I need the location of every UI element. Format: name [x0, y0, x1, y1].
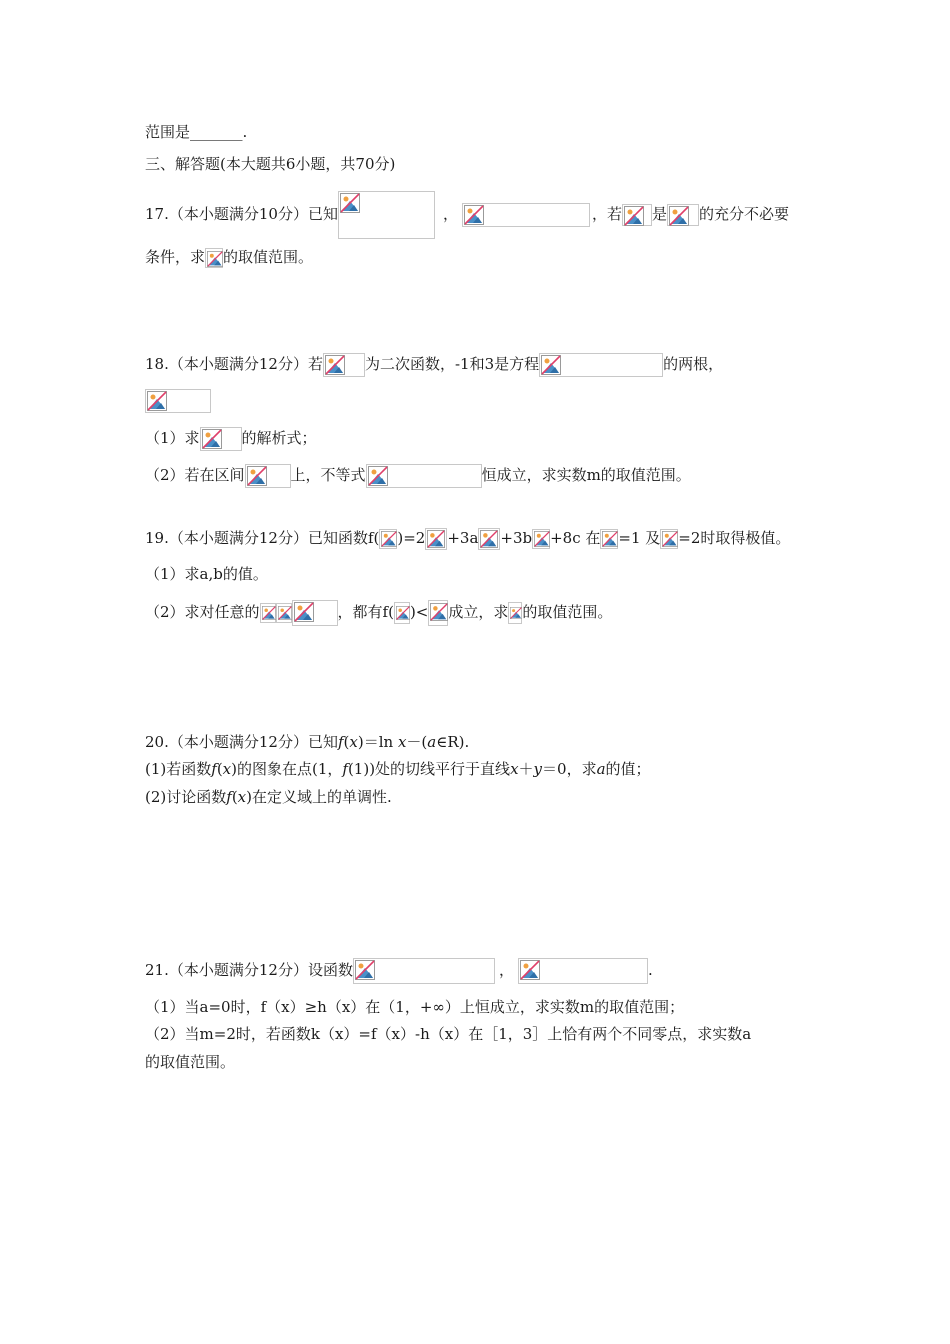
q19-t5: =1 及 [618, 529, 661, 547]
q21-prefix: 21.（本小题满分12分）设函数 [145, 961, 353, 979]
q18-p1a: （1）求 [145, 429, 200, 447]
q17-is: 是 [651, 205, 667, 223]
q21-p2b: 的取值范围。 [145, 1053, 236, 1071]
q18-p2c: 恒成立，求实数m的取值范围。 [481, 466, 691, 484]
q18-mid: 为二次函数，-1和3是方程 [364, 355, 540, 373]
q21-part2 [145, 1023, 751, 1045]
q19-part2 [145, 600, 612, 626]
q20-l2h: x [510, 760, 519, 778]
q18-prefix: 18.（本小题满分12分）若 [145, 355, 323, 373]
broken-image-icon [428, 600, 448, 626]
q20-l3a: (2)讨论函数 [145, 788, 227, 806]
q21-comma: ， [498, 961, 514, 979]
q20-line3 [145, 786, 392, 808]
broken-image-icon [532, 529, 550, 549]
q20-l2i: ＋ [518, 760, 534, 778]
q20-l2a: (1)若函数 [145, 760, 212, 778]
q17-line2 [145, 246, 313, 268]
broken-image-icon [667, 204, 699, 226]
q19-p2d: 成立，求 [448, 603, 509, 621]
q20-l3b: f [226, 788, 232, 806]
q20-l1d: x [349, 733, 358, 751]
blank-range-line [145, 121, 247, 143]
q17-line1 [145, 190, 789, 239]
q17-comma: ， [442, 205, 458, 223]
q17-line2b: 的取值范围。 [223, 248, 314, 266]
q18-p1b: 的解析式； [241, 429, 317, 447]
broken-image-icon [478, 528, 500, 550]
q20-l3d: x [237, 788, 247, 806]
broken-image-icon [539, 353, 663, 377]
q20-l2c: ( [216, 760, 223, 778]
q20-l1i: ∈R). [436, 733, 470, 751]
q18-p2b: 上，不等式 [290, 466, 366, 484]
q18-suffix: 的两根， [663, 355, 724, 373]
q20-l3c: ( [231, 788, 238, 806]
q19-t4: +8c 在 [550, 529, 601, 547]
broken-image-icon [379, 529, 397, 549]
broken-image-icon [260, 603, 276, 623]
q19-p1: （1）求a,b的值。 [145, 565, 268, 583]
broken-image-icon [145, 389, 211, 413]
q20-l1e: )＝ln [357, 733, 398, 751]
q20-l2l: a [596, 760, 606, 778]
q20-l2m: 的值； [605, 760, 651, 778]
q21-p1: （1）当a=0时，f（x）≥h（x）在（1，+∞）上恒成立，求实数m的取值范围； [145, 998, 685, 1016]
q20-l3e: )在定义域上的单调性. [246, 788, 392, 806]
broken-image-icon [394, 602, 410, 624]
q19-p2c: )< [409, 603, 429, 621]
broken-image-icon [508, 602, 522, 624]
q19-t3: +3b [500, 529, 533, 547]
broken-image-icon [245, 464, 291, 488]
broken-image-icon [338, 191, 435, 239]
q19-p2e: 的取值范围。 [522, 603, 613, 621]
q20-l2d: x [222, 760, 232, 778]
broken-image-icon [276, 603, 292, 623]
broken-image-icon [462, 203, 590, 227]
q21-part2-cont [145, 1051, 235, 1073]
q20-line1 [145, 731, 469, 753]
q21-p2: （2）当m=2时，若函数k（x）=f（x）-h（x）在［1，3］上恰有两个不同零点，求实数a [145, 1025, 752, 1043]
q19-line1 [145, 527, 790, 550]
q20-l1c: ( [343, 733, 350, 751]
blank-range-text: 范围是_______. [145, 123, 248, 141]
q18-line2 [145, 389, 211, 413]
q19-t1: )=2 [397, 529, 426, 547]
q20-l2g: (1))处的切线平行于直线 [347, 760, 511, 778]
broken-image-icon [425, 528, 447, 550]
q17-suffix: 的充分不必要 [699, 205, 790, 223]
q19-p2b: ，都有f( [337, 603, 394, 621]
q21-line1 [145, 958, 653, 984]
q18-p2a: （2）若在区间 [145, 466, 245, 484]
q17-if: ，若 [591, 205, 622, 223]
q20-l1h: a [427, 733, 437, 751]
q19-t2: +3a [447, 529, 479, 547]
broken-image-icon [660, 529, 678, 549]
broken-image-icon [353, 958, 495, 984]
q20-l1g: －( [406, 733, 428, 751]
q21-part1 [145, 996, 684, 1018]
q20-l2j: y [533, 760, 543, 778]
broken-image-icon [323, 353, 365, 377]
q20-l1b: f [337, 733, 344, 751]
q19-prefix: 19.（本小题满分12分）已知函数f( [145, 529, 380, 547]
broken-image-icon [366, 464, 482, 488]
broken-image-icon [600, 529, 618, 549]
q20-l1a: 20.（本小题满分12分）已知 [145, 733, 338, 751]
broken-image-icon [518, 958, 648, 984]
q20-line2 [145, 758, 651, 780]
q20-l2f: f [342, 760, 348, 778]
q21-period: . [647, 961, 653, 979]
broken-image-icon [200, 427, 242, 451]
section-heading-text: 三、解答题(本大题共6小题，共70分) [145, 155, 396, 173]
section-heading [145, 153, 395, 175]
q20-l2k: ＝0，求 [542, 760, 597, 778]
q20-l1f: x [397, 733, 407, 751]
broken-image-icon [622, 204, 652, 226]
q20-l2b: f [211, 760, 217, 778]
q17-prefix: 17.（本小题满分10分）已知 [145, 205, 338, 223]
q19-t6: =2时取得极值。 [678, 529, 791, 547]
q20-l2e: )的图象在点(1， [231, 760, 343, 778]
q18-line1 [145, 353, 723, 377]
q19-part1 [145, 563, 268, 585]
q18-part1 [145, 427, 317, 451]
q18-part2 [145, 464, 691, 488]
broken-image-icon [292, 600, 338, 626]
broken-image-icon [205, 248, 223, 268]
q19-p2a: （2）求对任意的 [145, 603, 260, 621]
q17-line2a: 条件，求 [145, 248, 206, 266]
